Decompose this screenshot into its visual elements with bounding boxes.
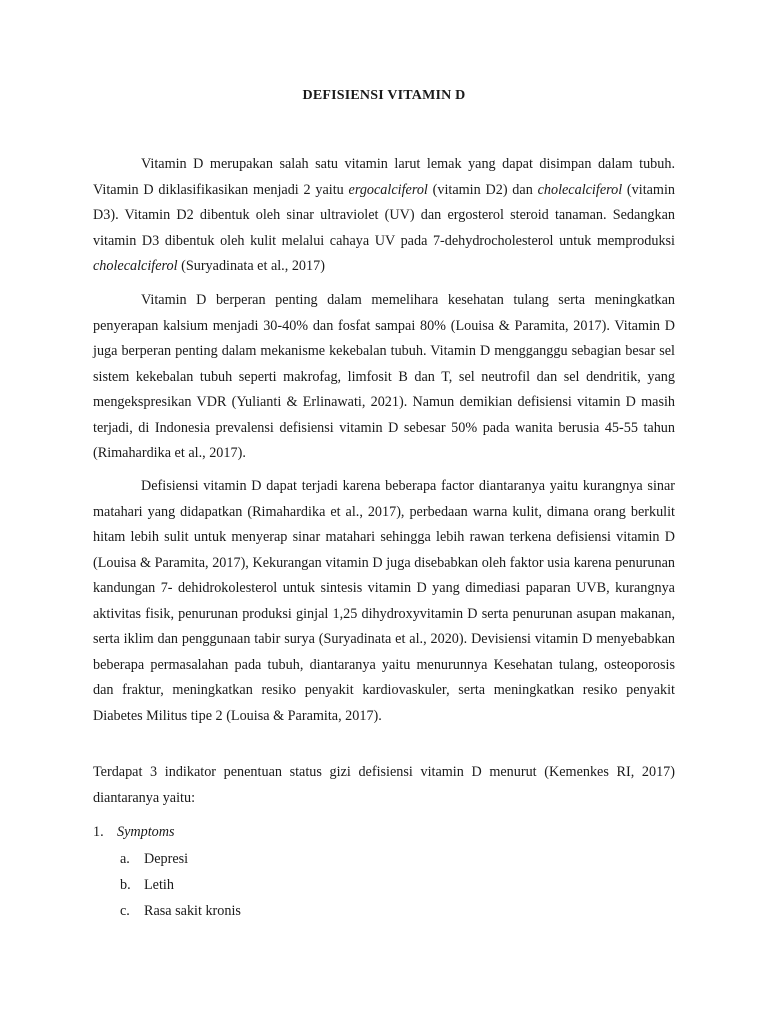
list-item-number: 1. [93,824,104,841]
paragraph-1-part-a: Vitamin D merupakan salah satu vitamin larut lemak yang dapat disimpan dalam tubuh. Vitamin D diklasifikasikan menjadi 2 yaitu [93,156,675,198]
paragraph-1 [93,152,675,280]
paragraph-3: Defisiensi vitamin D dapat terjadi karena beberapa factor diantaranya yaitu kurangnya sinar matahari yang didapatkan (Rimahardika et al., 2017), perbedaan warna kulit, dimana orang berkulit hitam lebih sulit untuk menyerap sinar matahari sehingga lebih rawan terkena defisiensi vitamin D (Louisa & Paramita, 2017), Kekurangan vitamin D juga disebabkan oleh faktor usia karena penurunan kandungan 7- dehidrokolesterol untuk sintesis vitamin D yang dimediasi paparan UVB, kurangnya aktivitas fisik, penurunan produksi ginjal 1,25 dihydroxyvitamin D serta penurunan asupan makanan, serta iklim dan penggunaan tabir surya (Suryadinata et al., 2020). Devisiensi vitamin D menyebabkan beberapa permasalahan pada tubuh, diantaranya yaitu menurunnya Kesehatan tulang, osteoporosis dan fraktur, meningkatkan resiko penyakit kardiovaskuler, serta meningkatkan resiko penyakit Diabetes Militus tipe 2 (Louisa & Paramita, 2017). [93,478,675,724]
term-cholecalciferol: cholecalciferol [537,181,623,198]
sub-item-letter: b. [120,876,131,893]
sub-item-letter: a. [120,850,130,867]
paragraph-2: Vitamin D berperan penting dalam memelihara kesehatan tulang serta meningkatkan penyerapan kalsium menjadi 30-40% dan fosfat sampai 80% (Louisa & Paramita, 2017). Vitamin D juga berperan penting dalam mekanisme kekebalan tubuh. Vitamin D mengganggu sebagian besar sel sistem kekebalan tubuh seperti makrofag, limfosit B dan T, sel neutrofil dan sel dendritik, yang mengekspresikan VDR (Yulianti & Erlinawati, 2021). Namun demikian defisiensi vitamin D masih terjadi, di Indonesia prevalensi defisiensi vitamin D sebesar 50% pada wanita berusia 45-55 tahun (Rimahardika et al., 2017). [93,292,675,461]
sub-list [120,846,241,924]
paragraph-4: Terdapat 3 indikator penentuan status gizi defisiensi vitamin D menurut (Kemenkes RI, 2017) diantaranya yaitu: [93,764,675,806]
sub-item-text: Letih [144,876,174,893]
list-item-1 [93,820,175,846]
paragraph-1-part-c: (vitamin D2) dan [427,181,538,198]
sub-item-a [120,846,241,872]
paragraph-1-part-g: (Suryadinata et al., 2017) [177,258,325,274]
sub-item-letter: c. [120,902,130,919]
sub-item-text: Depresi [144,850,189,867]
paragraph-1-part-e: (vitamin D3). Vitamin D2 dibentuk oleh sinar ultraviolet (UV) dan ergosterol steroid tanaman. Sedangkan vitamin D3 dibentuk oleh kulit melalui cahaya UV pada 7-dehydrocholesterol untuk memproduksi [93,181,675,249]
term-ergocalciferol: ergocalciferol [348,181,428,198]
sub-item-c [120,898,241,924]
list-item-label: Symptoms [117,824,175,841]
indicator-list [93,820,175,846]
term-cholecalciferol-2: cholecalciferol [93,258,178,274]
sub-item-text: Rasa sakit kronis [144,902,241,919]
document-title: DEFISIENSI VITAMIN D [302,88,466,103]
sub-item-b [120,872,241,898]
